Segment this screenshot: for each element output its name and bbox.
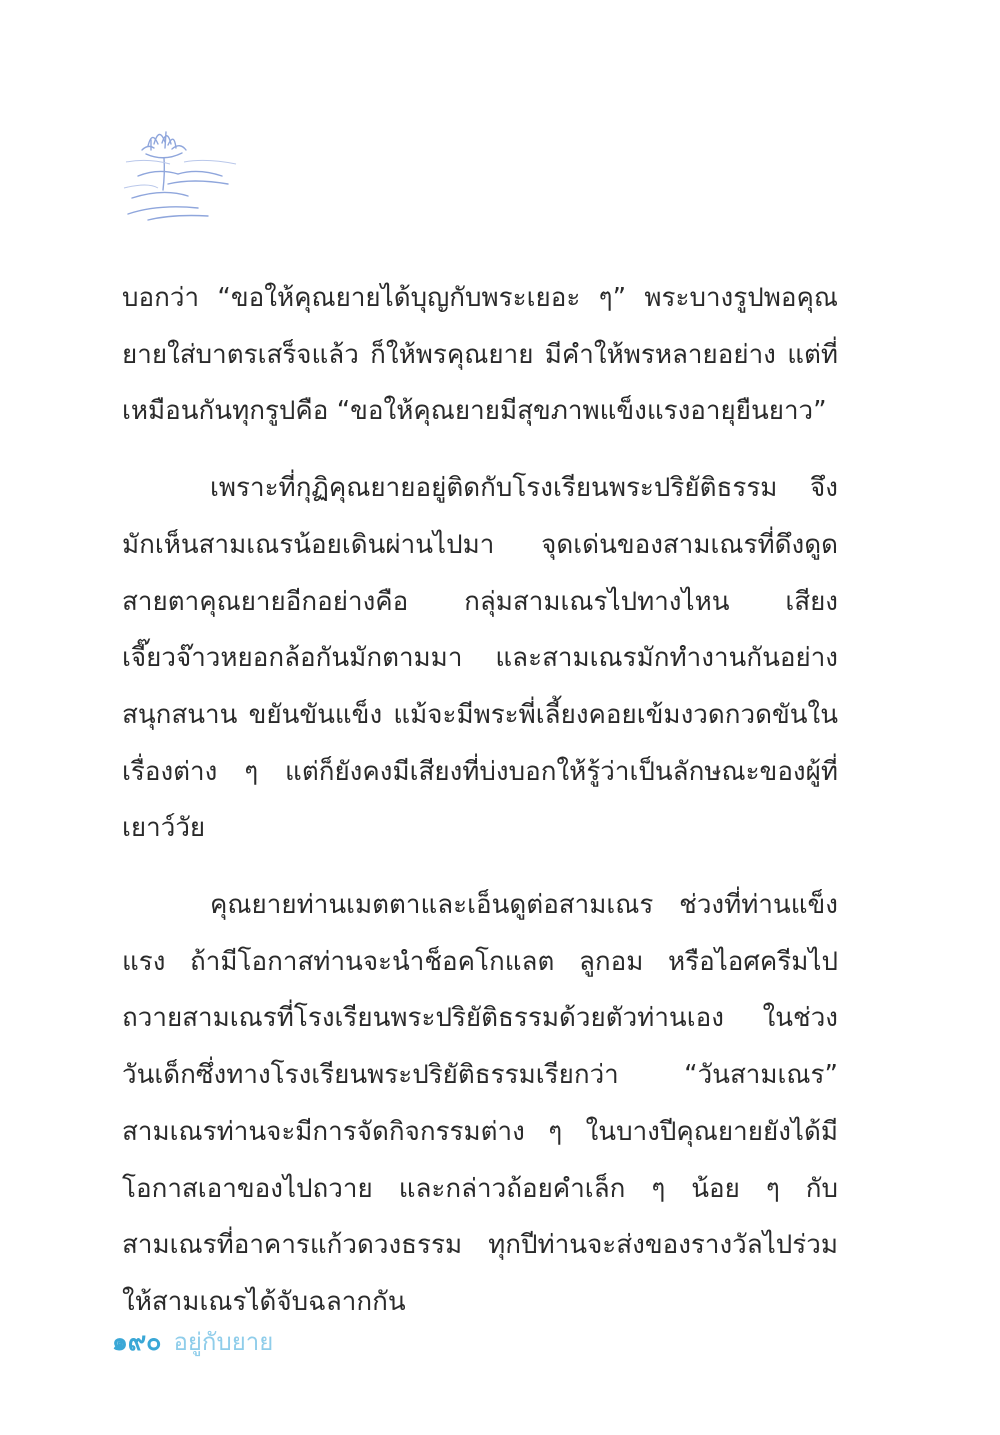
- lotus-sketch-icon: [118, 118, 243, 228]
- body-text: [122, 270, 838, 1331]
- running-title: อยู่กับยาย: [173, 1328, 274, 1356]
- paragraph-2: เพราะที่กุฏิคุณยายอยู่ติดกับโรงเรียนพระปริยัติธรรม จึงมักเห็นสามเณรน้อยเดินผ่านไปมา จุดเด่นของสามเณรที่ดึงดูดสายตาคุณยายอีกอย่างคือ กลุ่มสามเณรไปทางไหน เสียงเจี๊ยวจ๊าวหยอกล้อกันมักตามมา และสามเณรมักทำงานกันอย่างสนุกสนาน ขยันขันแข็ง แม้จะมีพระพี่เลี้ยงคอยเข้มงวดกวดขันในเรื่องต่าง ๆ แต่ก็ยังคงมีเสียงที่บ่งบอกให้รู้ว่าเป็นลักษณะของผู้ที่เยาว์วัย: [122, 473, 838, 844]
- paragraph-3: คุณยายท่านเมตตาและเอ็นดูต่อสามเณร ช่วงที่ท่านแข็งแรง ถ้ามีโอกาสท่านจะนำช็อคโกแลต ลูกอม หรือไอศครีมไปถวายสามเณรที่โรงเรียนพระปริยัติธรรมด้วยตัวท่านเอง ในช่วงวันเด็กซึ่งทางโรงเรียนพระปริยัติธรรมเรียกว่า “วันสามเณร” สามเณรท่านจะมีการจัดกิจกรรมต่าง ๆ ในบางปีคุณยายยังได้มีโอกาสเอาของไปถวาย และกล่าวถ้อยคำเล็ก ๆ น้อย ๆ กับสามเณรที่อาคารแก้วดวงธรรม ทุกปีท่านจะส่งของรางวัลไปร่วมให้สามเณรได้จับฉลากกัน: [122, 890, 838, 1317]
- page-number: ๑๙๐: [112, 1327, 162, 1356]
- page-footer: [112, 1322, 273, 1358]
- paragraph-1: บอกว่า “ขอให้คุณยายได้บุญกับพระเยอะ ๆ” พระบางรูปพอคุณยายใส่บาตรเสร็จแล้ว ก็ให้พรคุณยาย มีคำให้พรหลายอย่าง แต่ที่เหมือนกันทุกรูปคือ “ขอให้คุณยายมีสุขภาพแข็งแรงอายุยืนยาว”: [122, 283, 838, 427]
